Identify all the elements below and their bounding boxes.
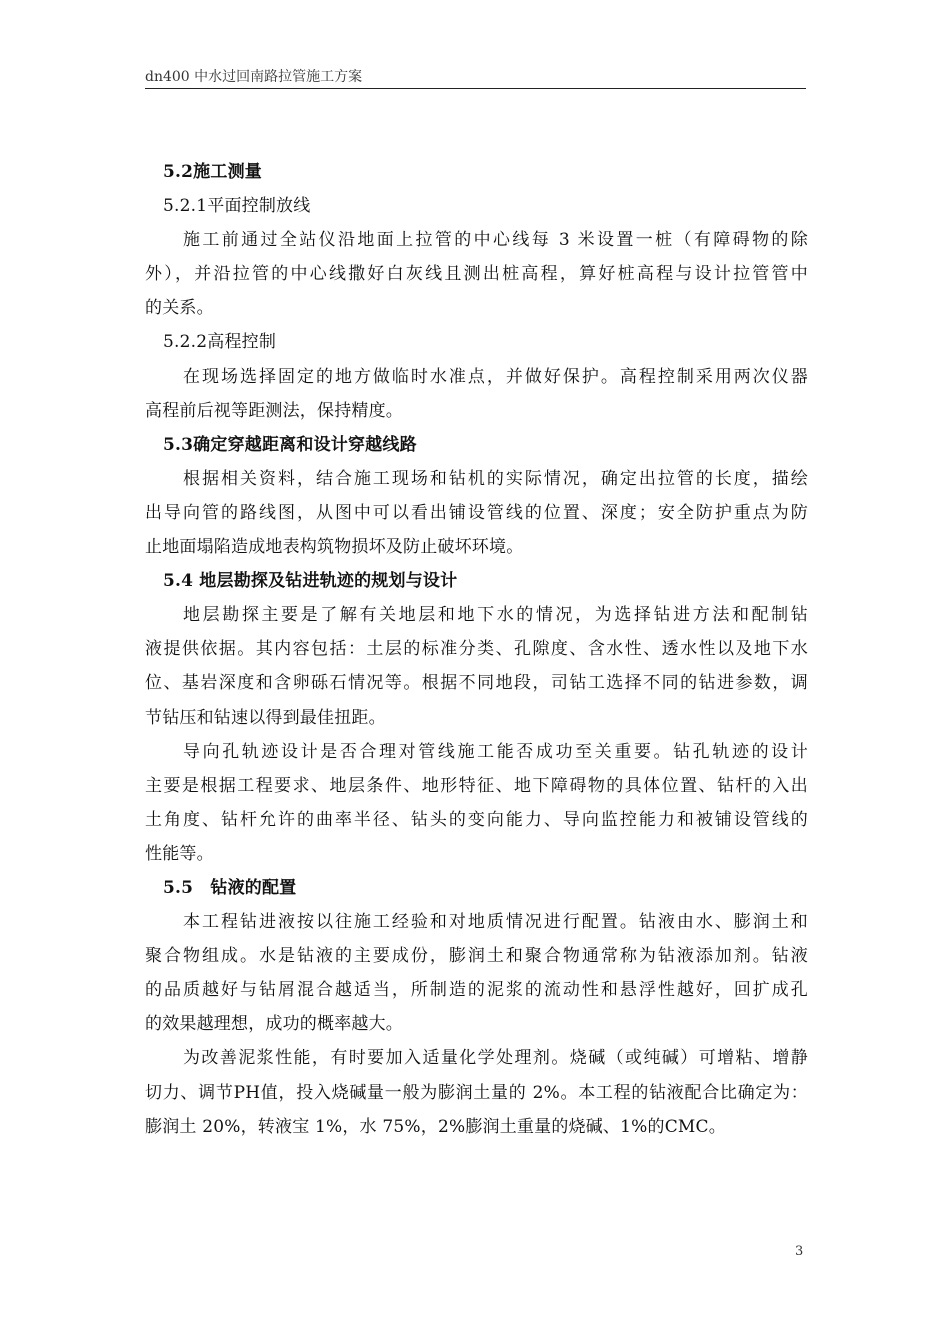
paragraph-line: 导向孔轨迹设计是否合理对管线施工能否成功至关重要。钻孔轨迹的设计: [183, 741, 808, 762]
document-title: dn400 中水过回南路拉管施工方案: [145, 69, 363, 85]
paragraph-line: 的效果越理想，成功的概率越大。: [145, 1014, 403, 1035]
subsection-heading-5-2-2: 5.2.2高程控制: [163, 332, 277, 353]
section-heading-5-3: 5.3确定穿越距离和设计穿越线路: [163, 434, 417, 455]
paragraph-line: 地层勘探主要是了解有关地层和地下水的情况，为选择钻进方法和配制钻: [183, 605, 808, 626]
paragraph-line: 主要是根据工程要求、地层条件、地形特征、地下障碍物的具体位置、钻杆的入出: [145, 775, 808, 796]
document-body: [145, 155, 808, 1144]
paragraph-line: 的品质越好与钻屑混合越适当，所制造的泥浆的流动性和悬浮性越好，回扩成孔: [145, 980, 808, 1001]
paragraph-line: 外），并沿拉管的中心线撒好白灰线且测出桩高程，算好桩高程与设计拉管管中: [145, 264, 808, 285]
paragraph-line: 液提供依据。其内容包括：土层的标准分类、孔隙度、含水性、透水性以及地下水: [145, 639, 808, 660]
page-header: [145, 64, 806, 89]
paragraph-line: 出导向管的路线图，从图中可以看出铺设管线的位置、深度；安全防护重点为防: [145, 502, 808, 523]
paragraph-line: 节钻压和钻速以得到最佳扭距。: [145, 707, 386, 728]
subsection-heading-5-2-1: 5.2.1平面控制放线: [163, 196, 311, 217]
page-number: 3: [795, 1244, 804, 1259]
section-heading-5-2: 5.2施工测量: [163, 162, 262, 182]
paragraph-line: 切力、调节PH值，投入烧碱量一般为膨润土量的 2%。本工程的钻液配合比确定为：: [145, 1082, 808, 1103]
paragraph-line: 高程前后视等距测法，保持精度。: [145, 400, 403, 421]
paragraph-line: 止地面塌陷造成地表构筑物损坏及防止破坏环境。: [145, 537, 524, 558]
paragraph-line: 位、基岩深度和含卵砾石情况等。根据不同地段，司钻工选择不同的钻进参数，调: [145, 673, 808, 694]
paragraph-line: 膨润土 20%，转液宝 1%，水 75%，2%膨润土重量的烧碱、1%的CMC。: [145, 1116, 726, 1137]
paragraph-line: 在现场选择固定的地方做临时水准点，并做好保护。高程控制采用两次仪器: [183, 366, 808, 387]
section-heading-5-5: 5.5 钻液的配置: [163, 877, 297, 898]
section-heading-5-4: 5.4 地层勘探及钻进轨迹的规划与设计: [163, 571, 458, 592]
paragraph-line: 聚合物组成。水是钻液的主要成份，膨润土和聚合物通常称为钻液添加剂。钻液: [145, 946, 808, 967]
paragraph-line: 土角度、钻杆允许的曲率半径、钻头的变向能力、导向监控能力和被铺设管线的: [145, 809, 808, 830]
paragraph-line: 为改善泥浆性能，有时要加入适量化学处理剂。烧碱（或纯碱）可增粘、增静: [183, 1048, 808, 1069]
paragraph-line: 性能等。: [145, 843, 214, 864]
paragraph-line: 施工前通过全站仪沿地面上拉管的中心线每 3 米设置一桩（有障碍物的除: [183, 230, 808, 251]
paragraph-line: 根据相关资料，结合施工现场和钻机的实际情况，确定出拉管的长度，描绘: [183, 468, 808, 489]
paragraph-line: 本工程钻进液按以往施工经验和对地质情况进行配置。钻液由水、膨润土和: [183, 912, 808, 933]
paragraph-line: 的关系。: [145, 298, 214, 319]
